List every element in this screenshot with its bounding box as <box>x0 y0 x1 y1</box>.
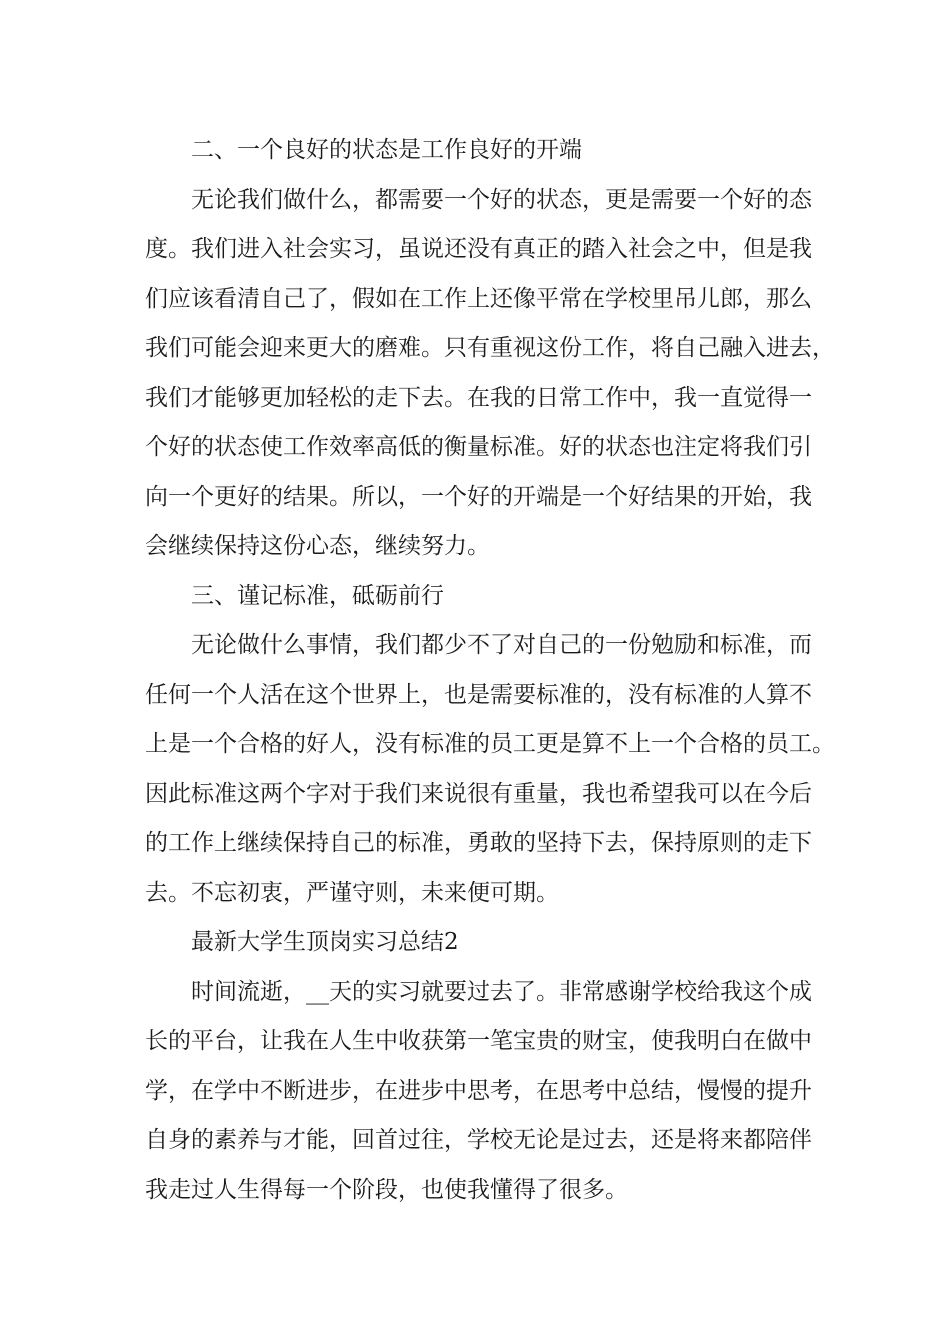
paragraph-line: 时间流逝，__天的实习就要过去了。非常感谢学校给我这个成 <box>191 978 812 1005</box>
paragraph-line: 会继续保持这份心态，继续努力。 <box>145 533 490 559</box>
article-title-2: 最新大学生顶岗实习总结2 <box>191 929 459 955</box>
paragraph-line: 个好的状态使工作效率高低的衡量标准。好的状态也注定将我们引 <box>145 434 812 460</box>
paragraph-line: 无论我们做什么，都需要一个好的状态，更是需要一个好的态 <box>191 186 812 213</box>
paragraph-line: 我走过人生得每一个阶段，也使我懂得了很多。 <box>145 1176 628 1203</box>
paragraph-line: 度。我们进入社会实习，虽说还没有真正的踏入社会之中，但是我 <box>145 236 812 262</box>
paragraph-line: 们应该看清自己了，假如在工作上还像平常在学校里吊儿郎，那么 <box>145 285 812 312</box>
paragraph-line: 的工作上继续保持自己的标准，勇敢的坚持下去，保持原则的走下 <box>145 830 812 856</box>
paragraph-line: 长的平台，让我在人生中收获第一笔宝贵的财宝，使我明白在做中 <box>145 1028 812 1054</box>
section-heading-2: 二、一个良好的状态是工作良好的开端 <box>191 137 582 163</box>
paragraph-line: 任何一个人活在这个世界上，也是需要标准的，没有标准的人算不 <box>145 681 812 708</box>
paragraph-line: 无论做什么事情，我们都少不了对自己的一份勉励和标准，而 <box>191 632 812 658</box>
paragraph-line: 自身的素养与才能，回首过往，学校无论是过去，还是将来都陪伴 <box>145 1127 812 1153</box>
paragraph-line: 去。不忘初衷，严谨守则，未来便可期。 <box>145 879 559 906</box>
paragraph-line: 我们才能够更加轻松的走下去。在我的日常工作中，我一直觉得一 <box>145 384 812 411</box>
paragraph-line: 因此标准这两个字对于我们来说很有重量，我也希望我可以在今后 <box>145 780 812 807</box>
section-heading-3: 三、谨记标准，砥砺前行 <box>191 582 444 609</box>
document-body <box>145 126 835 1215</box>
paragraph-line: 向一个更好的结果。所以，一个好的开端是一个好结果的开始，我 <box>145 483 812 510</box>
paragraph-line: 上是一个合格的好人，没有标准的员工更是算不上一个合格的员工。 <box>145 731 835 757</box>
paragraph-line: 学，在学中不断进步，在进步中思考，在思考中总结，慢慢的提升 <box>145 1077 812 1104</box>
paragraph-line: 我们可能会迎来更大的磨难。只有重视这份工作，将自己融入进去， <box>145 335 835 361</box>
